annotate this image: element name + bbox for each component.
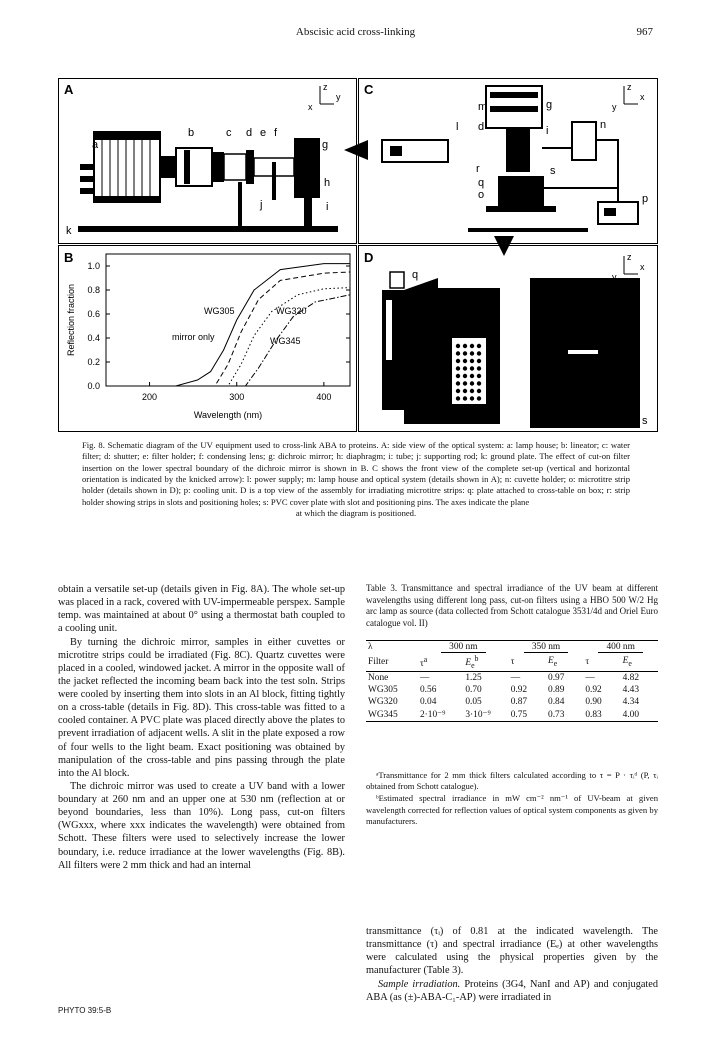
well — [456, 396, 460, 400]
y-tick-label-4: 0.8 — [87, 285, 100, 295]
label-s-c: s — [550, 165, 556, 177]
panel-label-b: B — [64, 250, 74, 265]
well — [477, 366, 481, 370]
body-paragraph-3: The dichroic mirror was used to create a UV band with a lower boundary at 260 nm and an upper one at 530 nm (reflection at or beyond boundaries, less than 10%). Long pass, cut-on filters (WGxxx, where xxx indicates the wavelength) were obtained from Schott. These filters were used to selectively increase the lower boundary, i.e. reduce irradiance at the lower wavelengths (Fig. 8B). All filters were 2 mm thick and had an internal — [58, 780, 345, 871]
svg-text:y: y — [612, 272, 617, 282]
e-header-400: $E_e$ — [622, 656, 632, 668]
journal-code: PHYTO 39:5-B — [58, 1006, 112, 1015]
table-row: WG320 0.04 0.05 0.87 0.84 0.90 4.34 — [368, 697, 640, 707]
label-r-d: r — [430, 415, 434, 427]
right-paragraph-1: transmittance (τᵢ) of 0.81 at the indicated wavelength. The transmittance (τ) and spectral irradiance (Eₑ) at other wavelengths were calculated using the physical properties given by the manufacturer (Table 3). — [366, 926, 658, 977]
figure-caption — [82, 440, 630, 519]
tau-header-350: τ — [510, 657, 515, 667]
label-q-c: q — [478, 177, 485, 189]
well — [456, 351, 460, 355]
x-tick-label-0: 200 — [142, 392, 158, 402]
reflection-chart — [66, 254, 350, 420]
y-tick-label-2: 0.4 — [87, 333, 100, 343]
well — [470, 366, 474, 370]
well — [477, 344, 481, 348]
label-i: i — [326, 201, 329, 213]
label-r-c: r — [476, 163, 480, 175]
well — [477, 381, 481, 385]
panel-c-letters — [456, 99, 648, 205]
axes-glyph-c — [612, 82, 645, 112]
shutter — [212, 152, 224, 182]
well — [463, 359, 467, 363]
axes-glyph-d — [612, 252, 645, 282]
svg-text:x: x — [308, 102, 313, 112]
well — [470, 396, 474, 400]
ground-plate — [78, 226, 338, 232]
chart-frame — [106, 254, 350, 386]
y-tick-label-3: 0.6 — [87, 309, 100, 319]
table-row: WG345 2·10⁻⁹ 3·10⁻⁹ 0.75 0.73 0.83 4.00 — [366, 708, 658, 722]
svg-text:y: y — [336, 92, 341, 102]
e-header-350: $E_e$ — [548, 656, 558, 668]
right-column — [366, 925, 658, 1004]
label-n: n — [600, 119, 607, 131]
svg-text:x: x — [640, 92, 645, 102]
paragraph-heading: Sample irradiation. — [378, 978, 461, 990]
series-line-0 — [106, 264, 350, 386]
table-3-title: Table 3. Transmittance and spectral irradiance of the UV beam at different wavelengths using different long pass, cut-on filters using a HBO 500 W/2 Hg arc lamp as source (data collected from Schott catalogue 3531/4d and Oriel Euro catalogue vol. II) — [366, 583, 658, 629]
well — [470, 389, 474, 393]
microtitre-strip-holder — [498, 176, 544, 206]
y-tick-label-0: 0.0 — [87, 381, 100, 391]
panel-c-drawing — [382, 86, 638, 232]
annotation-wg345: WG345 — [270, 336, 301, 346]
well — [463, 389, 467, 393]
table-3 — [366, 640, 658, 722]
body-paragraph-1: obtain a versatile set-up (details given in Fig. 8A). The whole set-up was placed in a rack, covered with UV-impermeable perspex. Sample temp. was maintained at about 0° using a thermostat bath coupled to a cooling unit. — [58, 584, 345, 635]
chart-series — [106, 264, 350, 386]
x-axis-label: Wavelength (nm) — [193, 410, 263, 420]
box-body — [404, 278, 438, 424]
well — [456, 366, 460, 370]
lambda-header: λ — [368, 642, 373, 652]
dichroic-mirror-box — [294, 138, 320, 198]
well — [463, 366, 467, 370]
well — [477, 351, 481, 355]
group-300: 300 nm — [441, 642, 485, 653]
label-h: h — [324, 177, 331, 189]
well — [477, 389, 481, 393]
footnote-b: ᵇEstimated spectral irradiance in mW cm⁻² nm⁻¹ of UV-beam at given wavelength corrected for reflection values of optical system components as given by manufacturers. — [366, 793, 658, 826]
water-filter — [176, 148, 212, 186]
condensing-lens — [246, 150, 254, 184]
well — [463, 344, 467, 348]
label-f: f — [274, 127, 278, 139]
group-400: 400 nm — [598, 642, 642, 653]
label-a: a — [92, 139, 99, 151]
table-3-footnotes — [366, 770, 658, 828]
series-line-1 — [106, 272, 350, 386]
svg-text:z: z — [323, 82, 328, 92]
well — [470, 344, 474, 348]
svg-text:z: z — [627, 252, 632, 262]
well — [463, 381, 467, 385]
tau-header-400: τ — [585, 657, 590, 667]
well — [456, 359, 460, 363]
label-j: j — [260, 199, 263, 211]
well — [477, 396, 481, 400]
annotation-wg320: WG320 — [276, 306, 307, 316]
filter-header: Filter — [368, 657, 389, 667]
label-g-c: g — [546, 99, 553, 111]
svg-text:z: z — [627, 82, 632, 92]
label-s-d: s — [642, 415, 648, 427]
well — [456, 389, 460, 393]
label-i-c: i — [546, 125, 549, 137]
cover-plate-slot — [568, 350, 598, 354]
well — [470, 359, 474, 363]
table-row: WG305 0.56 0.70 0.92 0.89 0.92 4.43 — [368, 685, 640, 695]
series-line-2 — [106, 288, 350, 386]
well — [456, 344, 460, 348]
left-column — [58, 583, 345, 872]
panel-d-drawing — [382, 272, 640, 428]
footnote-a: ᵃTransmittance for 2 mm thick filters calculated according to τ = P · τᵢᵈ (P, τᵢ obtained from Schott catalogue). — [366, 770, 658, 792]
label-q-d: q — [412, 269, 419, 281]
x-tick-label-2: 400 — [316, 392, 332, 402]
svg-text:y: y — [612, 102, 617, 112]
label-d: d — [246, 127, 253, 139]
y-tick-marks — [87, 261, 350, 391]
tau-header-300: $\tau^a$ — [419, 654, 428, 670]
page-number: 967 — [636, 26, 653, 38]
y-axis-label: Reflection fraction — [66, 283, 76, 357]
label-p: p — [642, 193, 649, 205]
well — [463, 374, 467, 378]
label-g: g — [322, 139, 329, 151]
well — [463, 351, 467, 355]
e-header-300: $E_e^b$ — [465, 654, 479, 670]
cuvette-holder — [572, 122, 596, 160]
well — [470, 374, 474, 378]
lineator — [160, 156, 176, 178]
caption-last-line: at which the diagram is positioned. — [295, 508, 417, 519]
running-title: Abscisic acid cross-linking — [295, 26, 416, 38]
label-m: m — [478, 101, 488, 113]
well — [463, 396, 467, 400]
label-b: b — [188, 127, 195, 139]
annotation-wg305: WG305 — [204, 306, 235, 316]
label-k: k — [66, 225, 72, 237]
panel-a-drawing — [78, 132, 338, 232]
figure-8 — [58, 78, 658, 438]
caption-text: Fig. 8. Schematic diagram of the UV equipment used to cross-link ABA to proteins. A: side view of the optical system: a: lamp house; b: lineator; c: water filter; d: shutter; e: filter holder; f: condensing lens; g: dichroic mirror; h: diaphragm; i: tube; j: supporting rod; k: ground plate. The effect of cut-on filter insertion on the lower spectral boundary of the dichroic mirror is shown in B. C shows the front view of the complete set-up (vertical and horizontal orientation is indicated by the knicked arrow): l: power supply; m: lamp house and optical system (details shown in A); n: cuvette holder; o: microtitre strip holder (details shown in D); p: cooling unit. D is a top view of the assembly for irradiating microtitre strips: q: plate attached to cross-table on box; r: strip holder showing strips in slots and positioning holes; s: PVC cover plate with slot and positioning pins. The axes indicate the plane — [82, 440, 630, 507]
well — [477, 374, 481, 378]
well — [470, 351, 474, 355]
x-tick-label-1: 300 — [229, 392, 245, 402]
well — [477, 359, 481, 363]
body-paragraph-2: By turning the dichroic mirror, samples in either cuvettes or microtitre strips could be irradiated (Fig. 8C). Quartz cuvettes were placed in a cooled, windowed jacket. A mirror in the opposite wall of the jacket reflected the incoming beam back into the test soln. Strips were cooled by inserting them into slots in an Al block, fitting tightly on a cross-table (details in Fig. 8D). This cross-table was fitted to a cooled container. A PVC plate was placed directly above the plates to prevent irradiation of adjacent wells. A slit in the plate exposed a row of four wells to the light beam. Exact positioning was obtained by manipulation of the cross-table and pins passing through the plate into the Al block. — [58, 636, 345, 779]
label-c: c — [226, 127, 232, 139]
svg-text:x: x — [640, 262, 645, 272]
panel-label-c: C — [364, 82, 374, 97]
label-d-c: d — [478, 121, 485, 133]
well — [456, 381, 460, 385]
x-tick-marks — [142, 382, 331, 402]
panel-label-d: D — [364, 250, 374, 265]
cross-table-plate — [390, 272, 404, 288]
filter-holder — [224, 154, 246, 180]
right-paragraph-2: Sample irradiation. Proteins (3G4, NanI and AP) and conjugated ABA (as (±)-ABA-C₁-AP) were irradiated in — [366, 978, 658, 1003]
label-l: l — [456, 121, 459, 133]
label-o: o — [478, 189, 485, 201]
axes-glyph-a — [308, 82, 341, 112]
strip-holder-plate — [382, 290, 404, 410]
y-tick-label-1: 0.2 — [87, 357, 100, 367]
annotation-mirror-only: mirror only — [172, 332, 215, 342]
supporting-rod — [238, 182, 242, 228]
well — [456, 374, 460, 378]
y-tick-label-5: 1.0 — [87, 261, 100, 271]
label-e: e — [260, 127, 267, 139]
table-row: None — 1.25 — 0.97 — 4.82 — [368, 673, 640, 683]
panel-label-a: A — [64, 82, 74, 97]
well — [470, 381, 474, 385]
group-350: 350 nm — [524, 642, 568, 653]
